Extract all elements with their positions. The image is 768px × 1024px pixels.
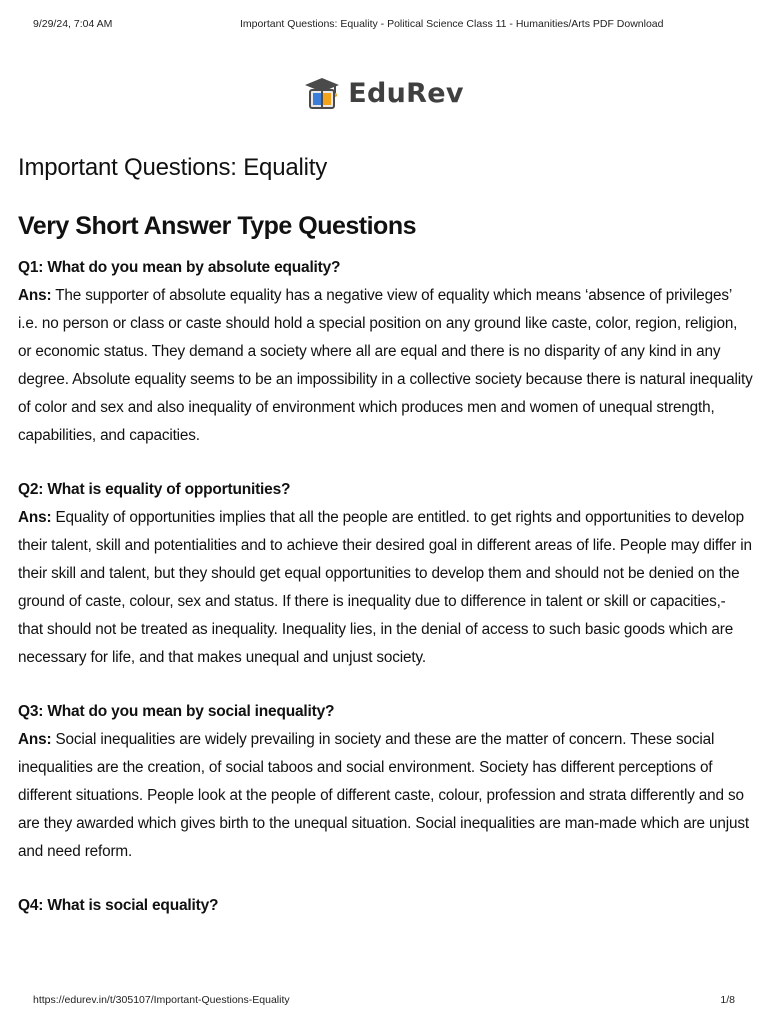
answer-label: Ans: [18,287,52,304]
print-footer [33,994,735,1008]
page-url: https://edurev.in/t/305107/Important-Questions-Equality [33,994,290,1006]
qa-item-4 [18,892,754,920]
answer-1 [18,282,754,450]
print-header [33,18,735,32]
qa-item-1 [18,254,754,450]
question-2: Q2: What is equality of opportunities? [18,481,291,498]
answer-text: Social inequalities are widely prevailing in society and these are the matter of concern. These social inequalities are the creation, of social taboos and social environment. Society has different perceptions of different situations. People look at the people of different caste, colour, profession and strata differently and so are they awarded which gives birth to the unequal situation. Social inequalities are man-made which are unjust and need reform. [18,731,749,860]
question-3: Q3: What do you mean by social inequality? [18,703,335,720]
question-4: Q4: What is social equality? [18,897,219,914]
logo-text: EduRev [348,77,464,109]
question-1: Q1: What do you mean by absolute equality? [18,259,341,276]
edurev-graduation-cap-logo-icon [304,76,340,110]
answer-3 [18,726,754,866]
page-number: 1/8 [720,994,735,1006]
qa-item-3 [18,698,754,866]
answer-label: Ans: [18,509,52,526]
print-document-title: Important Questions: Equality - Political Science Class 11 - Humanities/Arts PDF Download [240,18,664,30]
answer-2 [18,504,754,672]
print-datetime: 9/29/24, 7:04 AM [33,18,113,30]
questions-list [18,254,754,946]
section-heading: Very Short Answer Type Questions [18,212,417,240]
answer-text: Equality of opportunities implies that all the people are entitled. to get rights and opportunities to develop their talent, skill and potentialities and to achieve their desired goal in different areas of life. People may differ in their skill and talent, but they should get equal opportunities to develop them and should not be denied on the ground of caste, colour, sex and status. If there is inequality due to difference in talent or skill or capacities,- that should not be treated as inequality. Inequality lies, in the denial of access to such basic goods which are necessary for life, and that makes unequal and unjust society. [18,509,752,666]
page-title: Important Questions: Equality [18,154,328,181]
edurev-logo [0,76,768,110]
answer-label: Ans: [18,731,52,748]
answer-text: The supporter of absolute equality has a negative view of equality which means ‘absence of privileges’ i.e. no person or class or caste should hold a special position on any ground like caste, color, region, religion, or economic status. They demand a society where all are equal and there is no disparity of any kind in any degree. Absolute equality seems to be an impossibility in a collective society because there is natural inequality of color and sex and also inequality of environment which produces men and women of unequal strength, capabilities, and capacities. [18,287,753,444]
qa-item-2 [18,476,754,672]
